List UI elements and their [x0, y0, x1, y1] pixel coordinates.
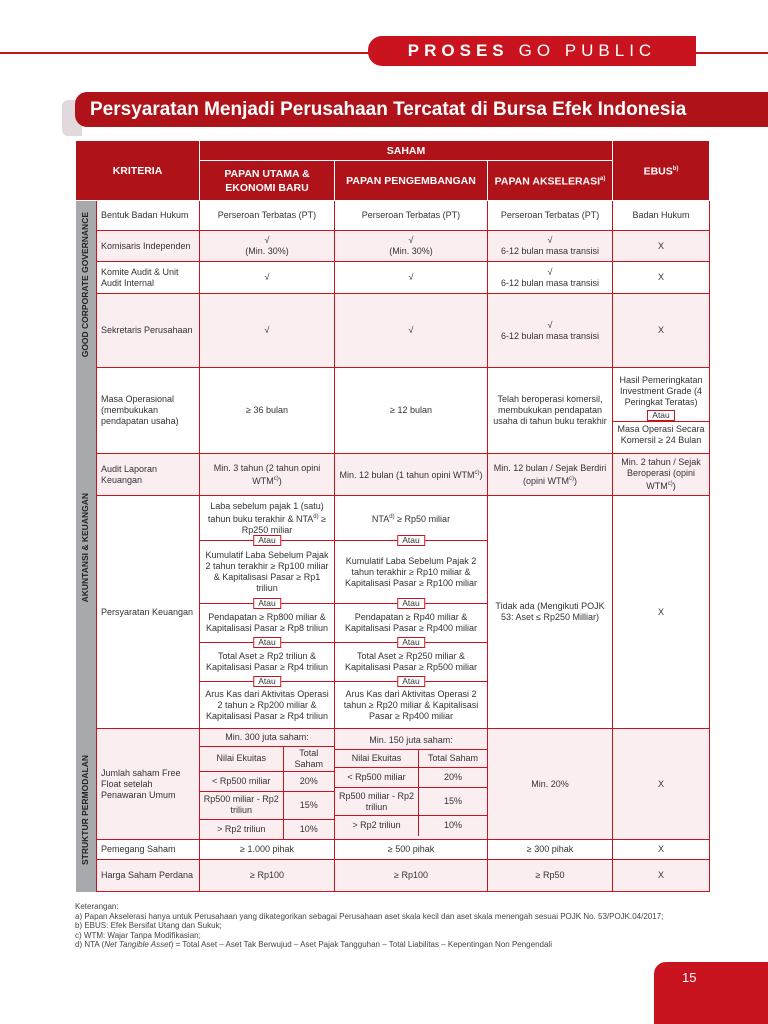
- section-label-rest: GO PUBLIC: [518, 41, 657, 60]
- atau-label: Atau: [397, 637, 425, 648]
- cell-r5-ebus: [613, 368, 710, 454]
- cell-r6-ebus-text: Min. 2 tahun / Sejak Beroperasi (opini WTM: [621, 457, 701, 491]
- cell-r2-utama: [200, 231, 335, 262]
- fin-utama-5-text: Arus Kas dari Aktivitas Operasi 2 tahun ≥ Rp200 miliar & Kapitalisasi Pasar ≥ Rp4 triliun: [205, 688, 329, 721]
- cell-r3-utama: √: [200, 262, 335, 294]
- header-akselerasi-sup: a): [600, 176, 606, 183]
- fin-utama-1: [200, 496, 334, 540]
- footnotes-title: Keterangan:: [75, 902, 119, 911]
- footnotes: [75, 902, 695, 950]
- paren-close: ): [479, 470, 483, 480]
- title-bar: [75, 92, 768, 127]
- check-mark: √: [547, 319, 553, 330]
- cell-r2-ebus: X: [613, 231, 710, 262]
- cell-r6-akselerasi: [488, 454, 613, 496]
- check-mark: √: [547, 266, 553, 277]
- atau-label: Atau: [397, 598, 425, 609]
- fin-utama-3-text: Pendapatan ≥ Rp800 miliar & Kapitalisasi Pasar ≥ Rp8 triliun: [206, 612, 328, 633]
- sup-c: c): [667, 481, 673, 487]
- cell-r4-utama: √: [200, 294, 335, 368]
- fin-peng-2-text: Kumulatif Laba Sebelum Pajak 2 tahun terakhir ≥ Rp10 miliar & Kapitalisasi Pasar ≥ Rp100 miliar: [345, 555, 477, 588]
- cell-r1-ebus: Badan Hukum: [613, 201, 710, 231]
- crit-masa-operasional: Masa Operasional (membukukan pendapatan usaha): [97, 368, 200, 454]
- paren-close: ): [574, 475, 578, 486]
- header-saham: SAHAM: [200, 141, 613, 161]
- fin-utama-5: [200, 676, 334, 728]
- cell-r6-pengembangan-text: Min. 12 bulan (1 tahun opini WTM: [339, 470, 475, 480]
- cell-r5-ebus-masa: Masa Operasi Secara Komersil ≥ 24 Bulan: [613, 421, 709, 448]
- cell-r6-utama-text: Min. 3 tahun (2 tahun opini WTM: [213, 462, 321, 486]
- footnote-d-post: ) = Total Aset – Aset Tak Berwujud – Aset Pajak Tangguhan – Total Liabilitas – Kepentingan Non Pengendali: [170, 940, 552, 949]
- crit-free-float: Jumlah saham Free Float setelah Penawaran Umum: [97, 729, 200, 840]
- sup-d: d): [313, 513, 319, 520]
- atau-label: Atau: [253, 535, 281, 546]
- cell-r2-akselerasi: [488, 231, 613, 262]
- footnote-d: [75, 940, 695, 950]
- cell-r9-pengembangan: ≥ 500 pihak: [335, 840, 488, 860]
- atau-label: Atau: [253, 598, 281, 609]
- atau-label: Atau: [397, 676, 425, 687]
- footnote-b: b) EBUS: Efek Bersifat Utang dan Sukuk;: [75, 921, 222, 930]
- section-label: [368, 36, 696, 66]
- crit-audit-laporan: Audit Laporan Keuangan: [97, 454, 200, 496]
- crit-komisaris-independen: Komisaris Independen: [97, 231, 200, 262]
- cell-r8-akselerasi: Min. 20%: [488, 729, 613, 840]
- sup-c: c): [569, 475, 575, 482]
- cell-r10-utama: ≥ Rp100: [200, 860, 335, 892]
- page-title: Persyaratan Menjadi Perusahaan Tercatat di Bursa Efek Indonesia: [90, 98, 687, 120]
- col-total-saham: Total Saham: [419, 750, 487, 768]
- section-gcg: [76, 201, 97, 368]
- ekuitas-value: Rp500 miliar - Rp2 triliun: [335, 788, 419, 816]
- pct-value: 20%: [283, 771, 334, 791]
- cell-r3-akselerasi-note: 6-12 bulan masa transisi: [500, 277, 600, 288]
- section-gcg-label: GOOD CORPORATE GOVERNANCE: [80, 211, 91, 357]
- sup-c: c): [474, 470, 480, 476]
- col-total-saham: Total Saham: [283, 746, 334, 771]
- footnote-a: a) Papan Akselerasi hanya untuk Perusahaan yang dikategorikan sebagai Perusahaan aset skala kecil dan aset skala menengah sesuai POJK No. 53/POJK.04/2017;: [75, 911, 664, 921]
- cell-r2-pengembangan: [335, 231, 488, 262]
- cell-r5-akselerasi: Telah beroperasi komersil, membukukan pendapatan usaha di tahun buku terakhir: [488, 368, 613, 454]
- footnote-c: c) WTM: Wajar Tanpa Modifikasian;: [75, 930, 201, 940]
- cell-r6-utama: [200, 454, 335, 496]
- crit-komite-audit: Komite Audit & Unit Audit Internal: [97, 262, 200, 294]
- fin-peng-2: [335, 535, 487, 603]
- fin-utama-4-text: Total Aset ≥ Rp2 triliun & Kapitalisasi Pasar ≥ Rp4 triliun: [206, 651, 328, 672]
- freefloat-utama-head: Min. 300 juta saham:: [200, 729, 334, 746]
- crit-sekretaris-perusahaan: Sekretaris Perusahaan: [97, 294, 200, 368]
- cell-r5-ebus-rating: Hasil Pemeringkatan Investment Grade (4 Peringkat Teratas): [619, 375, 703, 407]
- section-akuntansi-label: AKUNTANSI & KEUANGAN: [80, 493, 91, 603]
- paren-close: ): [278, 475, 282, 486]
- section-struktur-label: STRUKTUR PERMODALAN: [80, 754, 91, 866]
- cell-r8-pengembangan: [335, 729, 488, 840]
- cell-r2-utama-note: (Min. 30%): [245, 246, 289, 256]
- fin-peng-1-text: NTA: [371, 513, 390, 524]
- cell-r6-ebus: [613, 454, 710, 496]
- col-nilai-ekuitas: Nilai Ekuitas: [335, 750, 419, 768]
- cell-r9-akselerasi: ≥ 300 pihak: [488, 840, 613, 860]
- atau-label: Atau: [647, 410, 675, 421]
- crit-harga-saham: Harga Saham Perdana: [97, 860, 200, 892]
- cell-r4-pengembangan: √: [335, 294, 488, 368]
- cell-r2-akselerasi-note: 6-12 bulan masa transisi: [500, 246, 600, 256]
- header-akselerasi-text: PAPAN AKSELERASI: [494, 175, 601, 188]
- atau-label: Atau: [397, 535, 425, 546]
- fin-peng-1-value: ≥ Rp50 miliar: [397, 513, 451, 524]
- fin-peng-4-text: Total Aset ≥ Rp250 miliar & Kapitalisasi Pasar ≥ Rp500 miliar: [345, 651, 477, 672]
- cell-r7-utama: [200, 496, 335, 729]
- pct-value: 10%: [283, 819, 334, 839]
- cell-r4-ebus: X: [613, 294, 710, 368]
- footnote-d-italic: Net Tangible Asset: [104, 940, 171, 949]
- fin-utama-2-text: Kumulatif Laba Sebelum Pajak 2 tahun terakhir ≥ Rp100 miliar & Kapitalisasi Pasar ≥ Rp1 triliun: [205, 550, 329, 593]
- pct-value: 10%: [419, 816, 487, 836]
- ekuitas-value: Rp500 miliar - Rp2 triliun: [200, 791, 283, 819]
- header-papan-utama: PAPAN UTAMA & EKONOMI BARU: [200, 161, 335, 201]
- fin-peng-5: [335, 676, 487, 728]
- section-label-bold: PROSES: [407, 41, 509, 60]
- header-kriteria: KRITERIA: [76, 141, 200, 201]
- pct-value: 15%: [283, 791, 334, 819]
- cell-r1-akselerasi: Perseroan Terbatas (PT): [488, 201, 613, 231]
- page-number-box: [654, 962, 768, 1024]
- header-ebus-text: EBUS: [643, 165, 673, 178]
- cell-r9-utama: ≥ 1.000 pihak: [200, 840, 335, 860]
- pct-value: 20%: [419, 768, 487, 788]
- section-struktur: [76, 729, 97, 892]
- footnote-d-pre: d) NTA (: [75, 940, 105, 949]
- cell-r5-utama: ≥ 36 bulan: [200, 368, 335, 454]
- cell-r3-ebus: X: [613, 262, 710, 294]
- freefloat-peng-head: Min. 150 juta saham:: [335, 733, 487, 750]
- header-papan-pengembangan: PAPAN PENGEMBANGAN: [335, 161, 488, 201]
- cell-r8-utama: [200, 729, 335, 840]
- fin-peng-5-text: Arus Kas dari Aktivitas Operasi 2 tahun ≥ Rp20 miliar & Kapitalisasi Pasar ≥ Rp400 miliar: [343, 688, 479, 721]
- crit-pemegang-saham: Pemegang Saham: [97, 840, 200, 860]
- fin-utama-2: [200, 535, 334, 603]
- sup-d: d): [389, 513, 395, 520]
- ekuitas-value: < Rp500 miliar: [335, 768, 419, 788]
- check-mark: √: [408, 235, 414, 245]
- paren-close: ): [672, 481, 676, 491]
- cell-r10-ebus: X: [613, 860, 710, 892]
- cell-r10-pengembangan: ≥ Rp100: [335, 860, 488, 892]
- cell-r4-akselerasi-note: 6-12 bulan masa transisi: [500, 330, 600, 341]
- cell-r2-pengembangan-note: (Min. 30%): [389, 246, 433, 256]
- page-number: 15: [682, 970, 697, 985]
- fin-utama-1-value: ≥ Rp250 miliar: [241, 513, 327, 535]
- check-mark: √: [264, 235, 270, 245]
- header-ebus: [613, 141, 710, 201]
- ekuitas-value: < Rp500 miliar: [200, 771, 283, 791]
- cell-r6-pengembangan: [335, 454, 488, 496]
- cell-r8-ebus: X: [613, 729, 710, 840]
- cell-r7-pengembangan: [335, 496, 488, 729]
- crit-bentuk-badan-hukum: Bentuk Badan Hukum: [97, 201, 200, 231]
- sup-c: c): [273, 475, 279, 482]
- cell-r1-pengembangan: Perseroan Terbatas (PT): [335, 201, 488, 231]
- section-akuntansi: [76, 368, 97, 729]
- fin-utama-1-text: Laba sebelum pajak 1 (satu) tahun buku terakhir & NTA: [207, 500, 324, 524]
- cell-r6-akselerasi-text: Min. 12 bulan / Sejak Berdiri (opini WTM: [493, 462, 607, 486]
- cell-r10-akselerasi: ≥ Rp50: [488, 860, 613, 892]
- ekuitas-value: > Rp2 triliun: [200, 819, 283, 839]
- fin-peng-1: [335, 496, 487, 540]
- freefloat-utama-table: [200, 729, 334, 839]
- atau-label: Atau: [253, 676, 281, 687]
- atau-label: Atau: [253, 637, 281, 648]
- cell-r7-ebus: X: [613, 496, 710, 729]
- cell-r4-akselerasi: [488, 294, 613, 368]
- cell-r5-pengembangan: ≥ 12 bulan: [335, 368, 488, 454]
- pct-value: 15%: [419, 788, 487, 816]
- check-mark: √: [547, 235, 553, 245]
- crit-persyaratan-keuangan: Persyaratan Keuangan: [97, 496, 200, 729]
- requirements-table: [75, 140, 710, 892]
- cell-r9-ebus: X: [613, 840, 710, 860]
- cell-r3-pengembangan: √: [335, 262, 488, 294]
- cell-r1-utama: Perseroan Terbatas (PT): [200, 201, 335, 231]
- cell-r3-akselerasi: [488, 262, 613, 294]
- col-nilai-ekuitas: Nilai Ekuitas: [200, 746, 283, 771]
- header-ebus-sup: b): [672, 166, 679, 173]
- header-papan-akselerasi: [488, 161, 613, 201]
- fin-peng-3-text: Pendapatan ≥ Rp40 miliar & Kapitalisasi Pasar ≥ Rp400 miliar: [345, 612, 477, 633]
- ekuitas-value: > Rp2 triliun: [335, 816, 419, 836]
- cell-r7-akselerasi: Tidak ada (Mengikuti POJK 53: Aset ≤ Rp250 Milliar): [488, 496, 613, 729]
- freefloat-peng-table: [335, 733, 487, 836]
